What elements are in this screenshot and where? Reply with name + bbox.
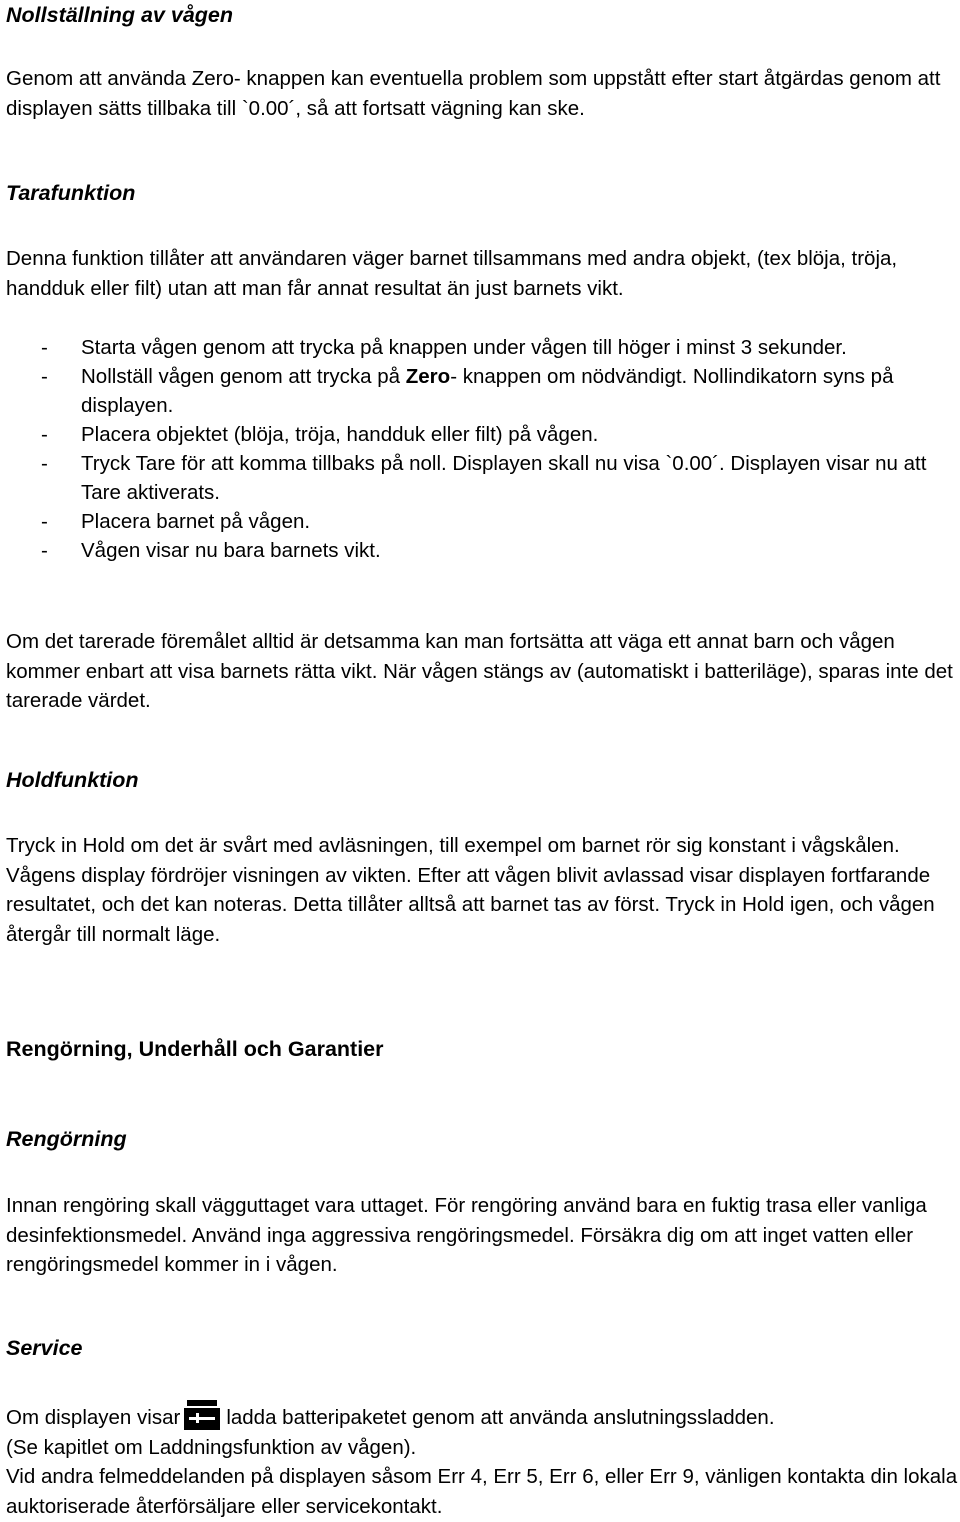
heading-nollstallning: Nollställning av vågen: [6, 3, 233, 27]
service-line-3: Vid andra felmeddelanden på displayen såsom Err 4, Err 5, Err 6, eller Err 9, vänligen kontakta din lokala auktoriserade återförsäljare eller servicekontakt.: [6, 1465, 958, 1518]
tarafunktion-steps: [6, 333, 951, 565]
paragraph-tarafunktion-outro: Om det tarerade föremålet alltid är detsamma kan man fortsätta att väga ett annat barn och vågen kommer enbart att visa barnets rätta vikt. När vågen stängs av (automatiskt i batteriläge), sparas inte det tarerade värdet.: [6, 630, 953, 712]
heading-tarafunktion: Tarafunktion: [6, 181, 136, 205]
heading-holdfunktion: Holdfunktion: [6, 768, 139, 792]
battery-low-icon: [184, 1400, 220, 1430]
paragraph-holdfunktion: Tryck in Hold om det är svårt med avläsningen, till exempel om barnet rör sig konstant i vågskålen. Vågens display fördröjer visningen av vikten. Efter att vågen blivit avlassad visar displayen fortfarande resultatet, och det kan noteras. Detta tillåter alltså att barnet tas av först. Tryck in Hold igen, och vågen återgår till normalt läge.: [6, 834, 935, 946]
paragraph-rengorning: Innan rengöring skall vägguttaget vara uttaget. För rengöring använd bara en fuktig trasa eller vanliga desinfektionsmedel. Använd inga aggressiva rengöringsmedel. Försäkra dig om att inget vatten eller rengöringsmedel kommer in i vågen.: [6, 1194, 927, 1276]
heading-service: Service: [6, 1336, 83, 1360]
list-item: - Placera barnet på vågen.: [81, 507, 951, 536]
list-item: [81, 362, 951, 420]
service-line-1: [6, 1400, 960, 1433]
service-line-1-after: ladda batteripaketet genom att använda anslutningssladden.: [226, 1406, 775, 1429]
paragraph-tarafunktion-intro: Denna funktion tillåter att användaren väger barnet tillsammans med andra objekt, (tex blöja, tröja, handduk eller filt) utan att man får annat resultat än just barnets vikt.: [6, 247, 898, 300]
heading-rengorning: Rengörning: [6, 1127, 127, 1151]
paragraph-service: [6, 1400, 960, 1521]
service-line-1-before: Om displayen visar: [6, 1406, 181, 1429]
zero-label: Zero: [405, 365, 451, 388]
list-item: - Vågen visar nu bara barnets vikt.: [81, 536, 951, 565]
list-item: - Tryck Tare för att komma tillbaks på noll. Displayen skall nu visa `0.00´. Displayen visar nu att Tare aktiverats.: [81, 449, 951, 507]
list-item-text: Nollställ vågen genom att trycka på: [81, 365, 406, 388]
list-item: - Starta vågen genom att trycka på knappen under vågen till höger i minst 3 sekunder.: [81, 333, 951, 362]
service-line-2: (Se kapitlet om Laddningsfunktion av vågen).: [6, 1435, 417, 1459]
heading-rengorning-underhall-garantier: Rengörning, Underhåll och Garantier: [6, 1037, 384, 1061]
paragraph-nollstallning: Genom att använda Zero- knappen kan eventuella problem som uppstått efter start åtgärdas genom att displayen sätts tillbaka till `0.00´, så att fortsatt vägning kan ske.: [6, 67, 941, 120]
list-item: - Placera objektet (blöja, tröja, handduk eller filt) på vågen.: [81, 420, 951, 449]
list-item-text: - knappen om nödvändigt. Nollindikatorn syns på displayen.: [81, 365, 894, 417]
